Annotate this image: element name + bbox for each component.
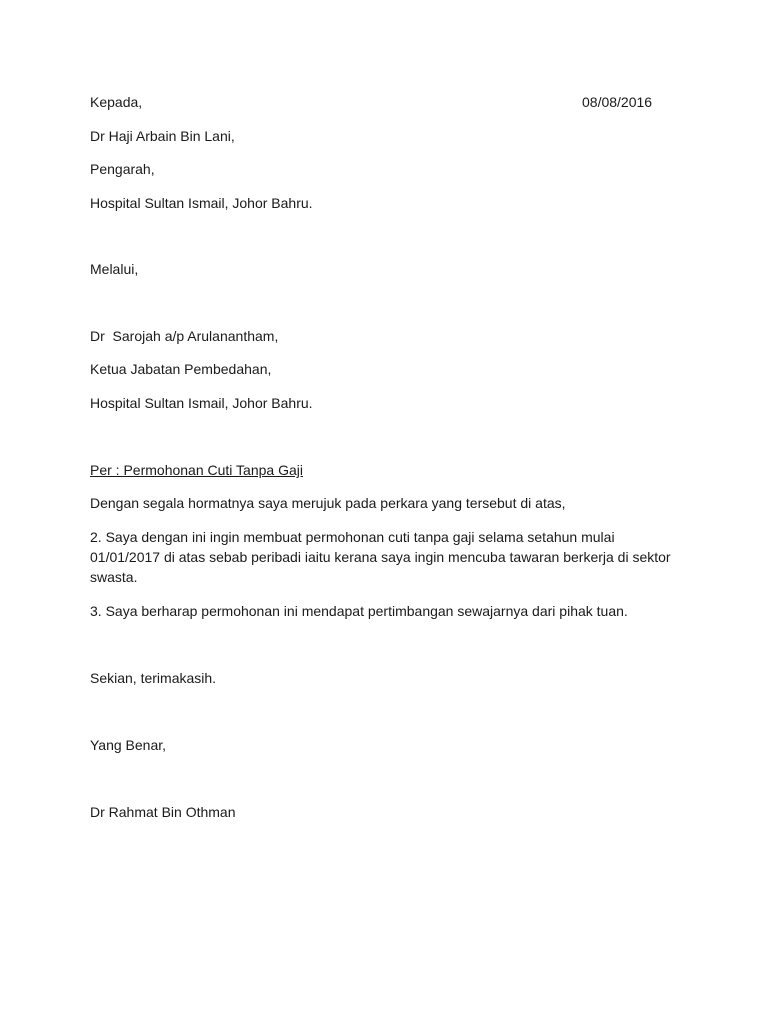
via-title: Ketua Jabatan Pembedahan, — [90, 361, 272, 377]
sender-name: Dr Rahmat Bin Othman — [90, 804, 236, 820]
recipient-name: Dr Haji Arbain Bin Lani, — [90, 128, 235, 144]
via-label: Melalui, — [90, 261, 139, 277]
letter-date: 08/08/2016 — [582, 94, 653, 110]
recipient-title: Pengarah, — [90, 161, 155, 177]
paragraph-2 — [90, 527, 680, 587]
paragraph-intro — [90, 493, 690, 513]
paragraph-3-text: 3. Saya berharap permohonan ini mendapat pertimbangan sewajarnya dari pihak tuan. — [90, 603, 628, 619]
via-address: Hospital Sultan Ismail, Johor Bahru. — [90, 395, 313, 411]
salutation-to: Kepada, — [90, 94, 143, 110]
subject-line: Per : Permohonan Cuti Tanpa Gaji — [90, 462, 303, 478]
sign-off: Yang Benar, — [90, 737, 167, 753]
paragraph-2-text: 2. Saya dengan ini ingin membuat permohonan cuti tanpa gaji selama setahun mulai 01/01/2017 di atas sebab peribadi iaitu kerana saya ingin mencuba tawaran berkerja di sektor swasta. — [90, 529, 671, 585]
closing-line: Sekian, terimakasih. — [90, 670, 217, 686]
paragraph-3 — [90, 601, 690, 621]
via-name: Dr Sarojah a/p Arulanantham, — [90, 328, 279, 344]
recipient-address: Hospital Sultan Ismail, Johor Bahru. — [90, 195, 313, 211]
paragraph-intro-text: Dengan segala hormatnya saya merujuk pada perkara yang tersebut di atas, — [90, 495, 566, 511]
